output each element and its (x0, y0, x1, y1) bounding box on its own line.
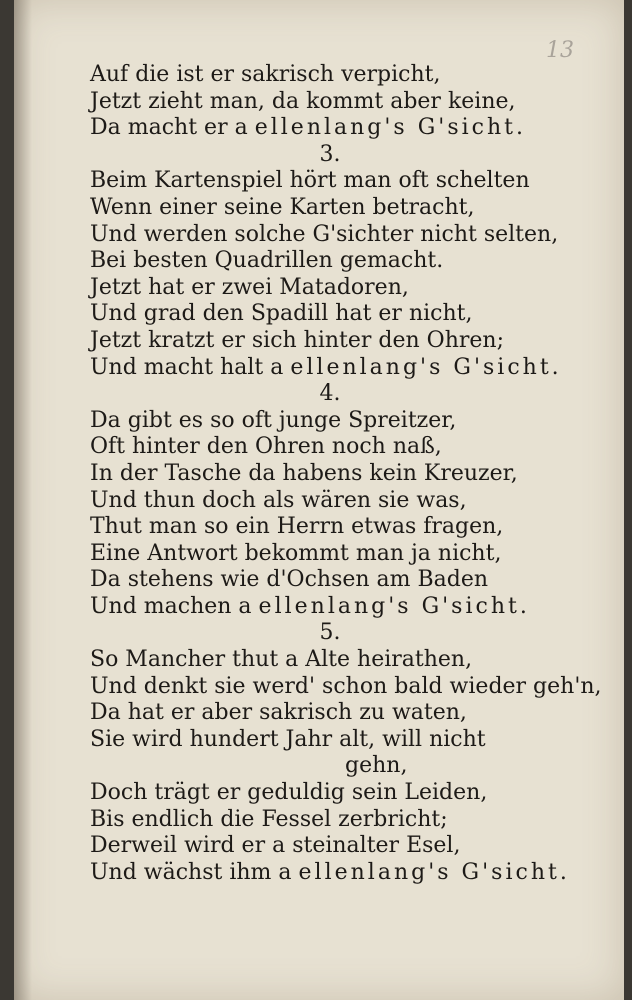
verse-text: Und grad den Spadill hat er nicht, (90, 301, 473, 327)
verse-line (90, 488, 590, 515)
verse-text: Thut man so ein Herrn etwas fragen, (90, 514, 504, 540)
verse-text: Da stehens wie d'Ochsen am Baden (90, 567, 489, 593)
verse-text: Sie wird hundert Jahr alt, will nicht (90, 726, 486, 752)
verse-text: Wenn einer seine Karten betracht, (90, 194, 475, 220)
verse-line (90, 753, 590, 780)
verse-line (90, 833, 590, 860)
verse-line (90, 434, 590, 461)
verse-text: Beim Kartenspiel hört man oft schelten (90, 168, 530, 194)
spaced-refrain: ellenlang's G'sicht. (298, 859, 570, 885)
verse-text: Oft hinter den Ohren noch naß, (90, 434, 442, 460)
verse-text: Doch trägt er geduldig sein Leiden, (90, 780, 488, 806)
verse-line (90, 647, 590, 674)
page-number: 13 (546, 38, 574, 63)
verse-line (90, 860, 590, 887)
verse-text: Und macht halt a (90, 354, 291, 380)
book-page (14, 0, 624, 1000)
verse-text: Jetzt hat er zwei Matadoren, (90, 274, 409, 300)
verse-line (90, 461, 590, 488)
verse-text: Derweil wird er a steinalter Esel, (90, 833, 461, 859)
stanza-number: 4. (319, 381, 341, 407)
verse-text: Eine Antwort bekommt man ja nicht, (90, 540, 502, 566)
stanza-number: 5. (319, 620, 341, 646)
verse-line (90, 89, 590, 116)
verse-text: Jetzt zieht man, da kommt aber keine, (90, 88, 516, 114)
verse-text: Da hat er aber sakrisch zu waten, (90, 700, 467, 726)
verse-text: Da macht er a (90, 115, 255, 141)
verse-line (90, 594, 590, 621)
verse-line (90, 408, 590, 435)
verse-line (90, 727, 590, 754)
stanza-number: 3. (319, 141, 341, 167)
spaced-refrain: ellenlang's G'sicht. (258, 593, 530, 619)
verse-line (90, 807, 590, 834)
verse-line (90, 780, 590, 807)
verse-text: So Mancher thut a Alte heirathen, (90, 647, 473, 673)
stanza (90, 62, 590, 142)
stanza (90, 620, 602, 886)
verse-text: Auf die ist er sakrisch verpicht, (90, 62, 441, 87)
spaced-refrain: ellenlang's G'sicht. (290, 354, 562, 380)
verse-line (90, 567, 590, 594)
spaced-refrain: ellenlang's G'sicht. (254, 115, 526, 141)
verse-text: Und denkt sie werd' schon bald wieder geh'n, (90, 673, 602, 699)
verse-text: Bei besten Quadrillen gemacht. (90, 248, 444, 274)
verse-line (90, 222, 590, 249)
verse-text: Bis endlich die Fessel zerbricht; (90, 806, 448, 832)
verse-line (90, 248, 590, 275)
verse-line (90, 514, 590, 541)
verse-line (90, 541, 590, 568)
poem-text (90, 62, 602, 886)
verse-text: Und thun doch als wären sie was, (90, 487, 467, 513)
verse-line (90, 673, 602, 701)
verse-line (90, 355, 590, 382)
verse-line (90, 275, 590, 302)
stanza (90, 381, 590, 620)
verse-line (90, 195, 590, 222)
verse-text: gehn, (345, 753, 408, 779)
verse-text: In der Tasche da habens kein Kreuzer, (90, 460, 518, 486)
verse-line (90, 700, 590, 727)
stanza (90, 142, 590, 381)
verse-line (90, 168, 590, 195)
verse-text: Und machen a (90, 593, 259, 619)
verse-line (90, 328, 590, 355)
verse-line (90, 115, 590, 142)
verse-text: Jetzt kratzt er sich hinter den Ohren; (90, 327, 505, 353)
verse-line (90, 301, 590, 328)
verse-text: Und wächst ihm a (90, 859, 299, 885)
verse-line (90, 62, 590, 89)
verse-text: Da gibt es so oft junge Spreitzer, (90, 407, 457, 433)
verse-text: Und werden solche G'sichter nicht selten, (90, 221, 559, 247)
